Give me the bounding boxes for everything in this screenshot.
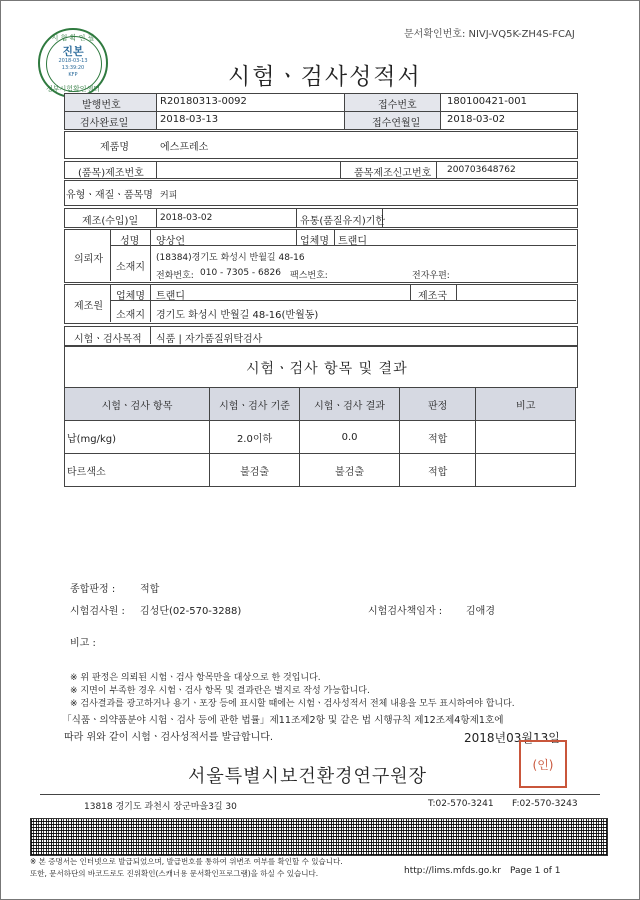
verification-barcode xyxy=(30,818,608,856)
note-3: ※ 검사결과를 광고하거나 용기ㆍ포장 등에 표시할 때에는 시험ㆍ검사성적서 전체 내용을 모두 표시하여야 합니다. xyxy=(70,699,515,709)
type-label: 유형ㆍ재질ㆍ품목명 xyxy=(66,190,153,201)
results-section-title: 시험ㆍ검사 항목 및 결과 xyxy=(246,361,408,377)
maker-address: 경기도 화성시 반월길 48-16(반월동) xyxy=(156,310,319,321)
col-verdict-header: 판정 xyxy=(399,388,475,421)
client-label: 의뢰자 xyxy=(74,254,103,265)
result-value: 불검출 xyxy=(300,454,400,487)
tel-label: 전화번호: xyxy=(156,271,194,281)
note-1: ※ 위 판정은 의뢰된 시험ㆍ검사 항목만을 대상으로 한 것입니다. xyxy=(70,673,321,683)
legal-text-line2: 따라 위와 같이 시험ㆍ검사성적서를 발급합니다. xyxy=(64,732,274,743)
page-number: Page 1 of 1 xyxy=(510,866,561,876)
note-2: ※ 지면이 부족한 경우 시험ㆍ검사 항목 및 결과란은 별지로 작성 가능합니다. xyxy=(70,686,370,696)
client-address: (18384)경기도 화성시 반월길 48-16 xyxy=(156,253,305,263)
result-note xyxy=(476,454,576,487)
result-value: 0.0 xyxy=(300,421,400,454)
item-no-label: (품목)제조번호 xyxy=(78,168,144,179)
overall-label: 종합판정 : xyxy=(70,584,116,595)
done-date-label: 검사완료일 xyxy=(80,118,129,129)
client-name-label: 성명 xyxy=(120,236,140,247)
client-name: 양상언 xyxy=(156,236,185,247)
result-verdict: 적합 xyxy=(399,454,475,487)
result-note xyxy=(476,421,576,454)
stamp-code: KFP xyxy=(68,72,78,78)
fax-label: 팩스번호: xyxy=(290,271,328,281)
maker-company-label: 업체명 xyxy=(116,291,145,302)
product-name: 에스프레소 xyxy=(160,142,209,153)
tester-name: 김성단(02-570-3288) xyxy=(140,606,242,617)
receipt-no-label: 접수번호 xyxy=(378,100,417,111)
stamp-top-text: 시 험 확 인 필 xyxy=(51,34,95,42)
purpose-label: 시험ㆍ검사목적 xyxy=(74,334,142,345)
report-no-label: 품목제조신고번호 xyxy=(354,168,432,179)
authenticity-stamp xyxy=(38,28,108,98)
results-table xyxy=(64,387,576,487)
stamp-bottom-text: 정부시험확인센터 xyxy=(45,85,101,93)
col-item-header: 시험ㆍ검사 항목 xyxy=(65,388,210,421)
issue-no: R20180313-0092 xyxy=(160,96,247,107)
remarks-label: 비고 : xyxy=(70,638,96,649)
issue-date: 2018년03월13일 xyxy=(464,731,560,745)
official-seal xyxy=(519,740,567,788)
col-result-header: 시험ㆍ검사 결과 xyxy=(300,388,400,421)
result-standard: 불검출 xyxy=(209,454,299,487)
tel-value: 010 - 7305 - 6826 xyxy=(200,268,281,278)
overall-verdict: 적합 xyxy=(140,584,160,595)
client-address-label: 소재지 xyxy=(116,262,145,273)
stamp-center-text: 진본 xyxy=(62,45,84,58)
expiry-label: 유통(품질유지)기한 xyxy=(300,216,386,227)
receipt-date-label: 접수연월일 xyxy=(372,118,421,129)
result-item: 납(mg/kg) xyxy=(65,421,210,454)
tester-label: 시험검사원 : xyxy=(70,606,125,617)
footer-tel: T:02-570-3241 xyxy=(428,799,494,809)
result-item: 타르색소 xyxy=(65,454,210,487)
table-row xyxy=(65,454,576,487)
document-title: 시험ㆍ검사성적서 xyxy=(228,64,422,90)
issue-no-label: 발행번호 xyxy=(82,100,121,111)
stamp-date: 2018-03-13 xyxy=(58,58,88,64)
mfg-date: 2018-03-02 xyxy=(160,213,213,223)
type-value: 커피 xyxy=(160,191,178,201)
product-label: 제품명 xyxy=(100,142,129,153)
maker-address-label: 소재지 xyxy=(116,310,145,321)
footer-fax: F:02-570-3243 xyxy=(512,799,578,809)
manager-label: 시험검사책임자 : xyxy=(368,606,443,617)
mfg-date-label: 제조(수입)일 xyxy=(82,216,139,227)
email-label: 전자우편: xyxy=(412,271,450,281)
document-check-number: 문서확인번호: NIVJ-VQ5K-ZH4S-FCAJ xyxy=(404,29,575,40)
maker-country-label: 제조국 xyxy=(418,291,447,302)
issuer-name: 서울특별시보건환경연구원장 xyxy=(188,766,428,787)
bottom-note-2: 또한, 문서하단의 바코드로도 진위확인(스캐너용 문서확인프로그램)을 하실 수 있습니다. xyxy=(30,869,319,878)
legal-text-line1: 「식품ㆍ의약품분야 시험ㆍ검사 등에 관한 법률」제11조제2항 및 같은 법 시행규칙 제12조제4항제1호에 xyxy=(62,715,504,726)
bottom-note-1: ※ 본 증명서는 인터넷으로 발급되었으며, 발급번호를 통하여 위변조 여부를 확인할 수 있습니다. xyxy=(30,857,343,866)
table-row xyxy=(65,421,576,454)
client-company: 트랜디 xyxy=(338,236,367,247)
seal-text: (인) xyxy=(532,758,554,772)
col-note-header: 비고 xyxy=(476,388,576,421)
maker-company: 트랜디 xyxy=(156,291,185,302)
receipt-date: 2018-03-02 xyxy=(447,114,506,125)
client-company-label: 업체명 xyxy=(300,236,329,247)
verification-url: http://lims.mfds.go.kr xyxy=(404,866,501,876)
report-no: 200703648762 xyxy=(447,165,516,175)
result-verdict: 적합 xyxy=(399,421,475,454)
purpose-value: 식품 | 자가품질위탁검사 xyxy=(156,334,263,345)
done-date: 2018-03-13 xyxy=(160,114,219,125)
result-standard: 2.0이하 xyxy=(209,421,299,454)
footer-address: 13818 경기도 과천시 장군마을3길 30 xyxy=(84,802,237,812)
manager-name: 김애경 xyxy=(466,606,495,617)
col-standard-header: 시험ㆍ검사 기준 xyxy=(209,388,299,421)
maker-label: 제조원 xyxy=(74,301,103,312)
stamp-time: 13:39:20 xyxy=(61,65,85,71)
receipt-no: 180100421-001 xyxy=(447,96,527,107)
